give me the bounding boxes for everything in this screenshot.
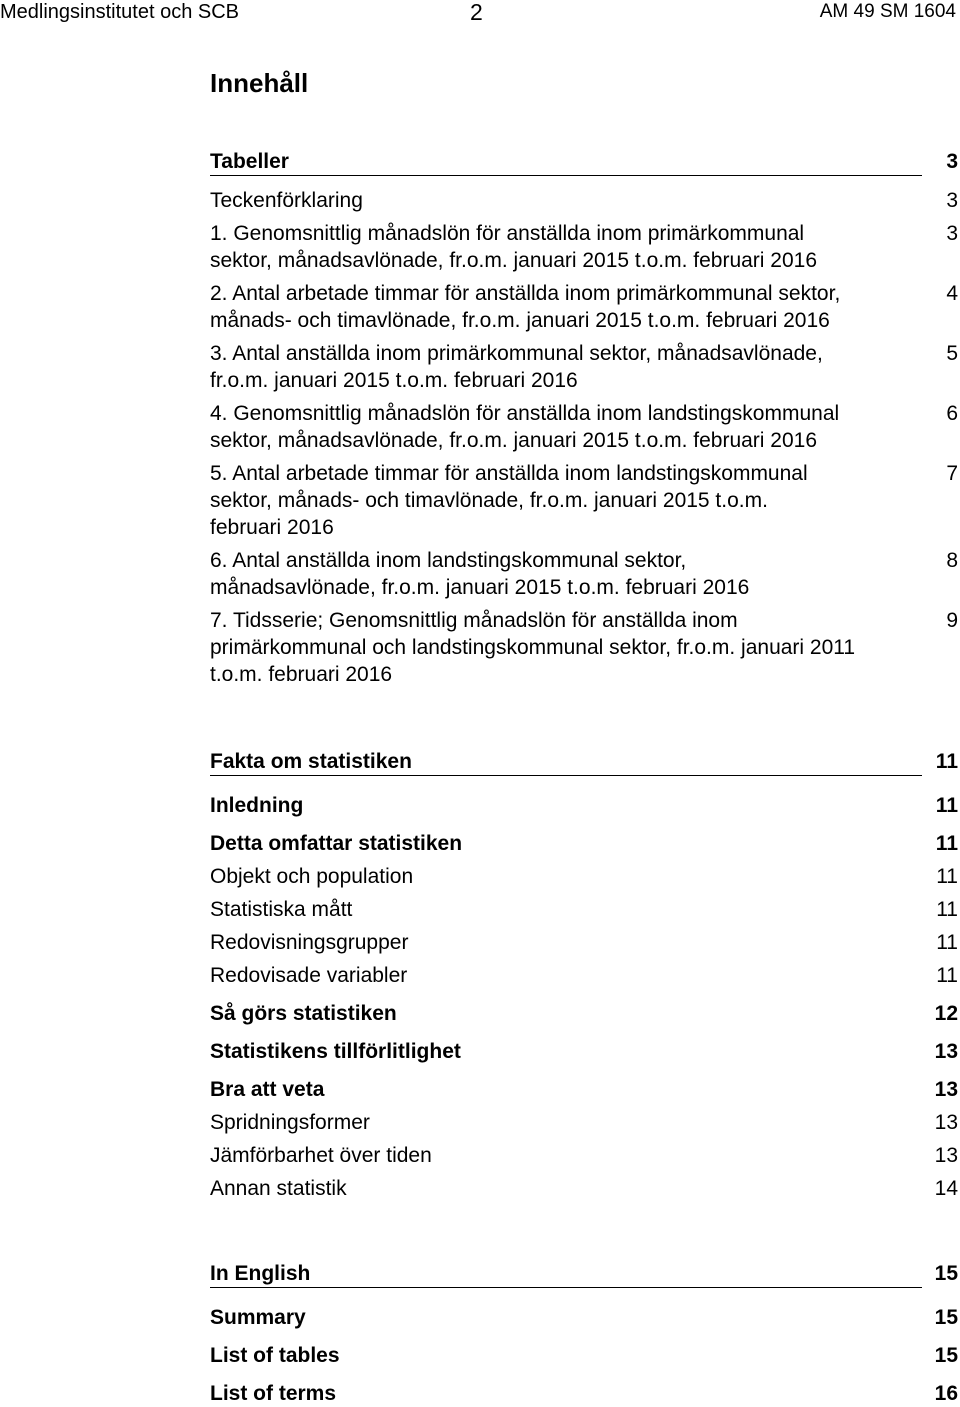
toc-entry[interactable] — [210, 1304, 960, 1331]
toc-entry-page: 15 — [934, 1306, 958, 1329]
toc-entry[interactable] — [210, 400, 960, 454]
toc-entry[interactable] — [210, 896, 960, 923]
toc-entry-page: 15 — [934, 1344, 958, 1367]
toc-entry-title: Detta omfattar statistiken — [210, 832, 463, 855]
toc-entry-page: 11 — [935, 794, 958, 817]
toc-entry-title: Teckenförklaring — [210, 189, 363, 212]
toc-entry-title: Tabeller — [210, 148, 922, 176]
toc-entry[interactable] — [210, 280, 960, 334]
toc-entry-page: 11 — [936, 898, 958, 921]
toc-entry-title: 4. Genomsnittlig månadslön för anställda inom landstingskommunal sektor, månadsavlönade, fr.o.m. januari 2015 t.o.m. februari 2016 — [210, 402, 840, 452]
toc-entry-title: List of tables — [210, 1344, 340, 1367]
toc-entry-title: Inledning — [210, 794, 304, 817]
toc-entry-page: 13 — [934, 1078, 958, 1101]
toc-entry-title: Fakta om statistiken — [210, 748, 922, 776]
toc-entry-title: Redovisningsgrupper — [210, 931, 409, 954]
toc-entry-page: 3 — [946, 150, 958, 173]
toc-entry-page: 9 — [946, 609, 958, 632]
toc-entry[interactable] — [210, 1175, 960, 1202]
toc-entry[interactable] — [210, 1342, 960, 1369]
page-title: Innehåll — [210, 68, 309, 98]
toc-entry[interactable] — [210, 1076, 960, 1103]
toc-entry-title: 6. Antal anställda inom landstingskommunal sektor, månadsavlönade, fr.o.m. januari 2015 t.o.m. februari 2016 — [210, 549, 750, 599]
toc-entry[interactable] — [210, 929, 960, 956]
toc-entry-page: 5 — [946, 342, 958, 365]
toc-entry-title: 3. Antal anställda inom primärkommunal sektor, månadsavlönade, fr.o.m. januari 2015 t.o.m. februari 2016 — [210, 342, 823, 392]
toc-entry-page: 3 — [946, 189, 958, 212]
toc-entry-title: Så görs statistiken — [210, 1002, 397, 1025]
toc-entry-page: 4 — [946, 282, 958, 305]
toc-entry[interactable] — [210, 547, 960, 601]
toc-entry[interactable] — [210, 187, 960, 214]
toc-entry[interactable] — [210, 220, 960, 274]
toc-entry-title: Statistiska mått — [210, 898, 353, 921]
toc-entry-page: 11 — [936, 865, 958, 888]
toc-entry-page: 13 — [934, 1144, 958, 1167]
toc-entry[interactable] — [210, 792, 960, 819]
toc-entry[interactable] — [210, 962, 960, 989]
header-page-number: 2 — [470, 0, 483, 25]
toc-entry-page: 13 — [934, 1111, 958, 1134]
toc-entry-page: 3 — [946, 222, 958, 245]
toc-entry[interactable] — [210, 1038, 960, 1065]
toc-entry-title: 5. Antal arbetade timmar för anställda inom landstingskommunal sektor, månads- och timavlönade, fr.o.m. januari 2015 t.o.m. februari 2016 — [210, 462, 808, 539]
toc-entry[interactable] — [210, 607, 960, 688]
toc-entry-page: 11 — [936, 964, 958, 987]
toc-entry-title: List of terms — [210, 1382, 337, 1405]
toc-entry-title: Objekt och population — [210, 865, 414, 888]
header-publication-id: AM 49 SM 1604 — [819, 1, 956, 22]
toc-entry-page: 13 — [934, 1040, 958, 1063]
toc-entry-title: Statistikens tillförlitlighet — [210, 1040, 461, 1063]
toc-entry[interactable] — [210, 340, 960, 394]
toc-entry[interactable] — [210, 830, 960, 857]
toc-entry-page: 7 — [946, 462, 958, 485]
table-of-contents — [210, 148, 960, 1407]
toc-entry[interactable] — [210, 748, 960, 781]
toc-entry-title: 2. Antal arbetade timmar för anställda inom primärkommunal sektor, månads- och timavlönade, fr.o.m. januari 2015 t.o.m. februari 2016 — [210, 282, 841, 332]
toc-entry-page: 15 — [934, 1262, 958, 1285]
toc-entry-title: Annan statistik — [210, 1177, 347, 1200]
toc-entry-page: 12 — [934, 1002, 958, 1025]
toc-entry[interactable] — [210, 1260, 960, 1293]
toc-entry-title: 7. Tidsserie; Genomsnittlig månadslön för anställda inom primärkommunal och landstingskommunal sektor, fr.o.m. januari 2011 t.o.m. februari 2016 — [210, 609, 856, 686]
toc-entry-title: Jämförbarhet över tiden — [210, 1144, 432, 1167]
toc-entry[interactable] — [210, 460, 960, 541]
toc-entry-page: 11 — [935, 750, 958, 773]
toc-entry[interactable] — [210, 148, 960, 181]
toc-entry[interactable] — [210, 863, 960, 890]
toc-entry-title: 1. Genomsnittlig månadslön för anställda inom primärkommunal sektor, månadsavlönade, fr.o.m. januari 2015 t.o.m. februari 2016 — [210, 222, 818, 272]
toc-entry-title: Redovisade variabler — [210, 964, 408, 987]
toc-entry-page: 14 — [934, 1177, 958, 1200]
toc-entry-title: In English — [210, 1260, 922, 1288]
header-publisher: Medlingsinstitutet och SCB — [0, 1, 240, 23]
toc-entry-page: 11 — [935, 832, 958, 855]
toc-entry-page: 16 — [934, 1382, 958, 1405]
toc-entry-title: Summary — [210, 1306, 306, 1329]
running-header — [0, 0, 960, 24]
toc-entry-title: Spridningsformer — [210, 1111, 370, 1134]
toc-entry[interactable] — [210, 1000, 960, 1027]
toc-entry-title: Bra att veta — [210, 1078, 325, 1101]
toc-entry-page: 11 — [936, 931, 958, 954]
toc-entry-page: 8 — [946, 549, 958, 572]
toc-entry[interactable] — [210, 1380, 960, 1407]
toc-entry[interactable] — [210, 1109, 960, 1136]
toc-entry[interactable] — [210, 1142, 960, 1169]
toc-entry-page: 6 — [946, 402, 958, 425]
